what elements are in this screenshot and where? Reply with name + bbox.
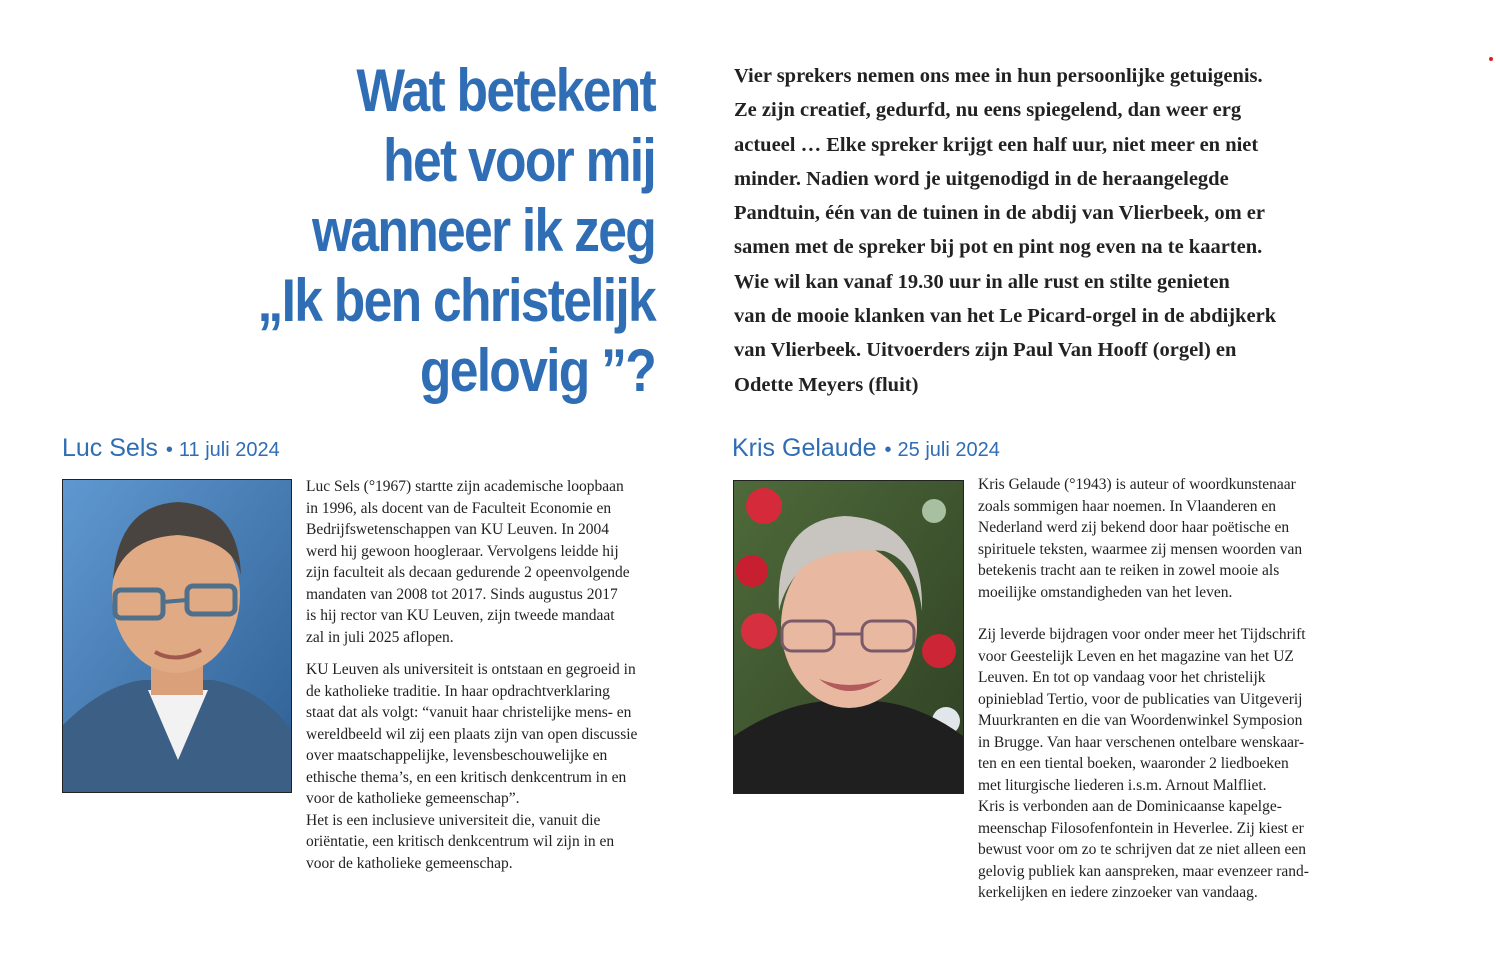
bullet-separator: • — [165, 439, 173, 461]
intro-line: minder. Nadien word je uitgenodigd in de heraangelegde — [734, 167, 1229, 190]
bio-line: zoals sommigen haar noemen. In Vlaanderen en — [978, 497, 1276, 515]
bio-line: Muurkranten en die van Woordenwinkel Symposion — [978, 712, 1303, 729]
bio-line: oriëntatie, een kritisch denkcentrum wil zijn in en — [306, 833, 615, 850]
title-line: „Ik ben christelijk — [257, 267, 655, 334]
intro-line: actueel … Elke spreker krijgt een half uur, niet meer en niet — [734, 133, 1259, 156]
intro-line: Pandtuin, één van de tuinen in de abdij van Vlierbeek, om er — [734, 202, 1265, 225]
bio-line: zijn faculteit als decaan gedurende 2 opeenvolgende — [306, 564, 630, 581]
intro-line: Wie wil kan vanaf 19.30 uur in alle rust en stilte genieten — [734, 270, 1230, 293]
bio-line: Luc Sels (°1967) startte zijn academische loopbaan — [306, 478, 624, 495]
intro-line: van Vlierbeek. Uitvoerders zijn Paul Van Hooff (orgel) en — [734, 339, 1237, 362]
title-line: Wat betekent — [356, 57, 655, 124]
bio-line: betekenis tracht aan te reiken in zowel mooie als — [978, 562, 1280, 579]
title-line: wanneer ik zeg — [312, 197, 655, 264]
bio-line: Het is een inclusieve universiteit die, vanuit die — [306, 811, 601, 829]
speaker-photo — [62, 479, 292, 793]
bio-line: bewust voor om zo te schrijven dat ze niet alleen een — [978, 841, 1306, 858]
bio-line: Zij leverde bijdragen voor onder meer het Tijdschrift — [978, 626, 1306, 643]
intro-paragraph — [734, 59, 1334, 402]
bio-line: Leuven. En tot op vandaag voor het christelijk — [978, 669, 1266, 686]
bio-line: is hij rector van KU Leuven, zijn tweede mandaat — [306, 607, 615, 624]
intro-line: van de mooie klanken van het Le Picard-orgel in de abdijkerk — [734, 305, 1277, 328]
decorative-dot — [1489, 57, 1493, 61]
bio-line: staat dat als volgt: “vanuit haar christelijke mens- en — [306, 704, 632, 721]
bio-line: voor de katholieke gemeenschap. — [306, 854, 513, 872]
bio-line: ethische thema’s, en een kritisch denkcentrum in en — [306, 768, 627, 786]
intro-line: Odette Meyers (fluit) — [734, 373, 919, 396]
bio-line: kerkelijken en iedere zinzoeker van vandaag. — [978, 884, 1258, 901]
bio-line: in Brugge. Van haar verschenen ontelbare wenskaar- — [978, 733, 1305, 751]
speaker-heading — [62, 434, 280, 463]
bio-line: over maatschappelijke, levensbeschouwelijke en — [306, 747, 608, 764]
bio-line: de katholieke traditie. In haar opdrachtverklaring — [306, 682, 610, 700]
bio-line: spirituele teksten, waarmee zij mensen woorden van — [978, 540, 1303, 558]
intro-line: Ze zijn creatief, gedurfd, nu eens spiegelend, dan weer erg — [734, 99, 1242, 122]
intro-line: Vier sprekers nemen ons mee in hun persoonlijke getuigenis. — [734, 65, 1263, 87]
bio-line: Kris Gelaude (°1943) is auteur of woordkunstenaar — [978, 476, 1296, 493]
speaker-bio — [978, 474, 1338, 904]
speaker-name: Luc Sels — [62, 434, 158, 462]
speaker-heading — [732, 434, 1000, 463]
bio-line: Nederland werd zij bekend door haar poëtische en — [978, 519, 1290, 536]
bio-line: voor de katholieke gemeenschap”. — [306, 790, 520, 807]
bio-line: moeilijke omstandigheden van het leven. — [978, 583, 1233, 601]
bio-line: werd hij gewoon hoogleraar. Vervolgens leidde hij — [306, 542, 619, 560]
bio-line: KU Leuven als universiteit is ontstaan en gegroeid in — [306, 661, 636, 678]
bio-line: gelovig publiek kan aanspreken, maar evenzeer rand- — [978, 862, 1309, 880]
title-line: gelovig ”? — [419, 337, 655, 404]
bio-line: voor Geestelijk Leven en het magazine van het UZ — [978, 647, 1294, 665]
intro-line: samen met de spreker bij pot en pint nog even na te kaarten. — [734, 236, 1263, 259]
bio-line: opinieblad Tertio, voor de publicaties van Uitgeverij — [978, 690, 1303, 708]
speaker-date: 25 juli 2024 — [897, 439, 1000, 461]
bio-line: mandaten van 2008 tot 2017. Sinds augustus 2017 — [306, 585, 618, 603]
speaker-bio — [306, 476, 666, 874]
title-line: het voor mij — [383, 127, 655, 194]
bio-line: Kris is verbonden aan de Dominicaanse kapelge- — [978, 798, 1282, 815]
bio-line: ten en een tiental boeken, waaronder 2 liedboeken — [978, 755, 1289, 772]
page-title — [221, 56, 655, 406]
portrait-image — [63, 480, 291, 792]
bullet-separator: • — [884, 439, 892, 461]
bio-line: met liturgische liederen i.s.m. Arnout Malfliet. — [978, 776, 1267, 794]
bio-line: Bedrijfswetenschappen van KU Leuven. In 2004 — [306, 521, 610, 538]
speaker-name: Kris Gelaude — [732, 434, 877, 462]
bio-line: wereldbeeld wil zij een plaats zijn van open discussie — [306, 725, 638, 743]
bio-line: meenschap Filosofenfontein in Heverlee. Zij kiest er — [978, 819, 1304, 837]
bio-line: in 1996, als docent van de Faculteit Economie en — [306, 499, 612, 517]
portrait-image — [734, 481, 963, 793]
speaker-photo — [733, 480, 964, 794]
speaker-date: 11 juli 2024 — [178, 439, 280, 461]
bio-line: zal in juli 2025 aflopen. — [306, 628, 454, 646]
